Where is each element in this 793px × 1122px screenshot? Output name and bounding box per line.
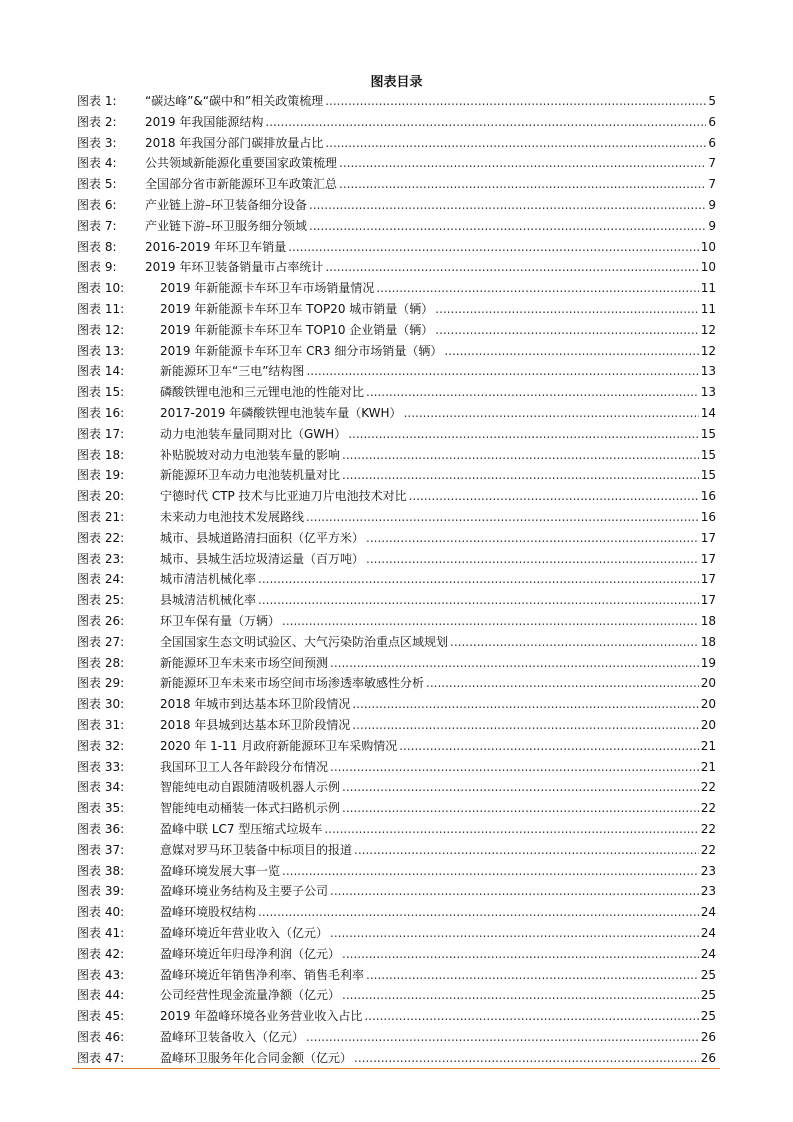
- figure-title[interactable]: 盈峰环境近年营业收入（亿元）: [160, 926, 329, 940]
- leader-dots: [450, 632, 699, 652]
- figure-title[interactable]: 城市清洁机械化率: [160, 572, 257, 587]
- leader-dots: [309, 216, 706, 236]
- figure-title[interactable]: 盈峰环卫装备收入（亿元）: [160, 1030, 305, 1044]
- page-number[interactable]: 6: [708, 135, 716, 150]
- figure-number: 图表 17:: [77, 426, 125, 441]
- leader-dots: [330, 923, 699, 943]
- toc-entry[interactable]: [77, 195, 716, 215]
- leader-dots: [258, 590, 699, 610]
- figure-number: 图表 26:: [77, 614, 125, 628]
- figure-number: 图表 40:: [77, 905, 125, 920]
- toc-entry[interactable]: [77, 861, 716, 881]
- figure-number: 图表 5:: [77, 177, 117, 192]
- figure-title[interactable]: 城市、县城生活垃圾清运量（百万吨）: [160, 551, 365, 566]
- figure-number: 图表 1:: [77, 94, 117, 108]
- toc-entry[interactable]: [77, 112, 716, 132]
- leader-dots: [282, 611, 699, 631]
- page-number[interactable]: 22: [700, 842, 716, 857]
- page-number[interactable]: 13: [700, 385, 716, 400]
- page-number[interactable]: 25: [700, 1009, 716, 1024]
- toc-entry[interactable]: [77, 361, 716, 381]
- figure-number: 图表 35:: [77, 801, 125, 816]
- figure-number: 图表 44:: [77, 988, 125, 1003]
- toc-entry[interactable]: [77, 507, 716, 527]
- leader-dots: [309, 195, 706, 215]
- leader-dots: [306, 361, 698, 381]
- page-number[interactable]: 19: [700, 655, 716, 670]
- toc-entry[interactable]: [77, 320, 716, 340]
- figure-title[interactable]: 新能源环卫车动力电池装机量对比: [160, 468, 341, 483]
- figure-title[interactable]: 盈峰中联 LC7 型压缩式垃圾车: [160, 822, 323, 836]
- figure-title[interactable]: 2019 年新能源卡车环卫车 CR3 细分市场销量（辆）: [160, 343, 443, 358]
- leader-dots: [265, 112, 706, 132]
- footer-divider: [72, 1068, 720, 1069]
- figure-number: 图表 31:: [77, 718, 125, 732]
- figure-number: 图表 38:: [77, 863, 125, 878]
- figure-title[interactable]: 盈峰环境业务结构及主要子公司: [160, 884, 329, 899]
- leader-dots: [342, 798, 699, 818]
- leader-dots: [325, 133, 706, 153]
- page-number[interactable]: 7: [708, 156, 716, 171]
- toc-entry[interactable]: [77, 486, 716, 506]
- toc-entry[interactable]: [77, 257, 716, 277]
- leader-dots: [348, 424, 699, 444]
- toc-entry[interactable]: [77, 549, 716, 569]
- page-number[interactable]: 13: [700, 364, 716, 379]
- toc-entry[interactable]: [77, 278, 716, 298]
- figure-title[interactable]: 动力电池装车量同期对比（GWH）: [160, 426, 347, 441]
- page-number[interactable]: 9: [708, 198, 716, 212]
- figure-number: 图表 14:: [77, 364, 125, 379]
- page-number[interactable]: 12: [700, 322, 716, 337]
- page-number[interactable]: 21: [700, 759, 716, 774]
- leader-dots: [325, 91, 706, 111]
- toc-entry[interactable]: [77, 985, 716, 1005]
- figure-title[interactable]: 2017-2019 年磷酸铁锂电池装车量（KWH）: [160, 406, 402, 420]
- page-number[interactable]: 17: [700, 551, 716, 566]
- figure-title[interactable]: 产业链上游–环卫装备细分设备: [145, 198, 308, 212]
- page-number[interactable]: 23: [700, 884, 716, 899]
- page-number[interactable]: 7: [708, 177, 716, 192]
- page-number[interactable]: 17: [700, 530, 716, 545]
- leader-dots: [354, 840, 699, 860]
- figure-number: 图表 15:: [77, 385, 125, 400]
- figure-title[interactable]: 2016-2019 年环卫车销量: [145, 239, 287, 254]
- page-number[interactable]: 10: [700, 239, 716, 254]
- figure-number: 图表 9:: [77, 260, 117, 275]
- page-number[interactable]: 11: [700, 302, 716, 316]
- toc-entry[interactable]: [77, 1006, 716, 1026]
- leader-dots: [435, 320, 698, 340]
- toc-entry[interactable]: [77, 694, 716, 714]
- toc-entry[interactable]: [77, 1027, 716, 1047]
- figure-title[interactable]: 磷酸铁锂电池和三元锂电池的性能对比: [160, 385, 365, 400]
- leader-dots: [342, 777, 699, 797]
- page-number[interactable]: 16: [700, 489, 716, 504]
- leader-dots: [409, 486, 699, 506]
- page-number[interactable]: 17: [700, 572, 716, 587]
- figure-number: 图表 32:: [77, 738, 125, 753]
- leader-dots: [288, 237, 698, 257]
- toc-entry[interactable]: [77, 133, 716, 153]
- toc-entry[interactable]: [77, 424, 716, 444]
- leader-dots: [339, 153, 706, 173]
- figure-number: 图表 34:: [77, 780, 125, 795]
- figure-title[interactable]: 公共领域新能源化重要国家政策梳理: [145, 156, 338, 171]
- page-number[interactable]: 16: [700, 510, 716, 524]
- figure-number: 图表 20:: [77, 489, 125, 504]
- figure-number: 图表 36:: [77, 822, 125, 836]
- page-number[interactable]: 15: [700, 426, 716, 441]
- toc-entry[interactable]: [77, 403, 716, 423]
- toc-entry[interactable]: [77, 174, 716, 194]
- figure-title[interactable]: 公司经营性现金流量净额（亿元）: [160, 988, 341, 1003]
- figure-title[interactable]: 盈峰环境发展大事一览: [160, 863, 281, 878]
- figure-number: 图表 24:: [77, 572, 125, 587]
- leader-dots: [366, 528, 699, 548]
- leader-dots: [306, 507, 699, 527]
- figure-title[interactable]: 2019 年新能源卡车环卫车市场销量情况: [160, 281, 375, 296]
- figure-title[interactable]: 宁德时代 CTP 技术与比亚迪刀片电池技术对比: [160, 489, 407, 504]
- figure-title[interactable]: 补贴脱坡对动力电池装车量的影响: [160, 447, 341, 462]
- figure-title[interactable]: 盈峰环卫服务年化合同金额（亿元）: [160, 1050, 353, 1065]
- figure-title[interactable]: 2018 年我国分部门碳排放量占比: [145, 135, 324, 150]
- page-number[interactable]: 5: [708, 94, 716, 108]
- figure-title[interactable]: 2019 年盈峰环境各业务营业收入占比: [160, 1009, 363, 1024]
- toc-entry[interactable]: [77, 611, 716, 631]
- figure-title[interactable]: 盈峰环境近年销售净利率、销售毛利率: [160, 967, 365, 982]
- leader-dots: [258, 569, 699, 589]
- leader-dots: [364, 1006, 698, 1026]
- figure-number: 图表 23:: [77, 551, 125, 566]
- leader-dots: [354, 1048, 699, 1068]
- figure-title[interactable]: 新能源环卫车未来市场空间预测: [160, 655, 329, 670]
- page-number[interactable]: 14: [700, 406, 716, 420]
- toc-entry[interactable]: [77, 341, 716, 361]
- page-number[interactable]: 26: [700, 1030, 716, 1044]
- leader-dots: [324, 819, 698, 839]
- toc-entry[interactable]: [77, 902, 716, 922]
- leader-dots: [404, 403, 699, 423]
- leader-dots: [426, 673, 699, 693]
- page-number[interactable]: 24: [700, 946, 716, 961]
- toc-entry[interactable]: [77, 653, 716, 673]
- toc-entry[interactable]: [77, 777, 716, 797]
- figure-number: 图表 16:: [77, 406, 125, 420]
- figure-title[interactable]: 产业链下游–环卫服务细分领域: [145, 218, 308, 233]
- figure-number: 图表 7:: [77, 218, 117, 233]
- page-number[interactable]: 17: [700, 593, 716, 608]
- figure-number: 图表 47:: [77, 1050, 125, 1065]
- toc-entry[interactable]: [77, 569, 716, 589]
- figure-title[interactable]: 我国环卫工人各年龄段分布情况: [160, 759, 329, 774]
- page-number[interactable]: 12: [700, 343, 716, 358]
- toc-entry[interactable]: [77, 798, 716, 818]
- figure-number: 图表 6:: [77, 198, 117, 212]
- figure-number: 图表 8:: [77, 239, 117, 254]
- page-number[interactable]: 21: [700, 738, 716, 753]
- page-number[interactable]: 22: [700, 822, 716, 836]
- leader-dots: [325, 257, 698, 277]
- figure-title[interactable]: 全国国家生态文明试验区、大气污染防治重点区域规划: [160, 634, 449, 649]
- toc-entry[interactable]: [77, 91, 716, 111]
- page-number[interactable]: 22: [700, 780, 716, 795]
- toc-entry[interactable]: [77, 216, 716, 236]
- toc-entry[interactable]: [77, 237, 716, 257]
- figure-title[interactable]: 2020 年 1-11 月政府新能源环卫车采购情况: [160, 738, 398, 753]
- page-number[interactable]: 24: [700, 926, 716, 940]
- toc-entry[interactable]: [77, 382, 716, 402]
- leader-dots: [399, 736, 699, 756]
- page-number[interactable]: 18: [700, 614, 716, 628]
- figure-title[interactable]: 新能源环卫车“三电”结构图: [160, 364, 305, 379]
- figure-title[interactable]: 2019 年环卫装备销量市占率统计: [145, 260, 324, 275]
- page-number[interactable]: 18: [700, 634, 716, 649]
- figure-title[interactable]: 全国部分省市新能源环卫车政策汇总: [145, 177, 338, 192]
- figure-title[interactable]: 2018 年城市到达基本环卫阶段情况: [160, 697, 351, 712]
- toc-entry[interactable]: [77, 153, 716, 173]
- figure-title[interactable]: 2019 年我国能源结构: [145, 114, 264, 129]
- figure-number: 图表 3:: [77, 135, 117, 150]
- toc-entry[interactable]: [77, 528, 716, 548]
- page-number[interactable]: 6: [708, 114, 716, 129]
- leader-dots: [330, 653, 699, 673]
- figure-title[interactable]: 2019 年新能源卡车环卫车 TOP10 企业销量（辆）: [160, 322, 434, 337]
- toc-entry[interactable]: [77, 881, 716, 901]
- page-number[interactable]: 26: [700, 1050, 716, 1065]
- figure-title[interactable]: “碳达峰”&“碳中和”相关政策梳理: [145, 94, 324, 108]
- page-number[interactable]: 22: [700, 801, 716, 816]
- figure-number: 图表 41:: [77, 926, 125, 940]
- page-number[interactable]: 25: [700, 988, 716, 1003]
- toc-entry[interactable]: [77, 465, 716, 485]
- leader-dots: [366, 965, 699, 985]
- toc-entry[interactable]: [77, 944, 716, 964]
- toc-entry[interactable]: [77, 715, 716, 735]
- page-number[interactable]: 15: [700, 447, 716, 462]
- figure-number: 图表 43:: [77, 967, 125, 982]
- figure-title[interactable]: 意媒对罗马环卫装备中标项目的报道: [160, 842, 353, 857]
- page-number[interactable]: 20: [700, 718, 716, 732]
- figure-number: 图表 27:: [77, 634, 125, 649]
- leader-dots: [258, 902, 699, 922]
- page-number[interactable]: 10: [700, 260, 716, 275]
- figure-number: 图表 13:: [77, 343, 125, 358]
- page-title: 图表目录: [370, 75, 423, 90]
- toc-entry[interactable]: [77, 757, 716, 777]
- figure-title[interactable]: 2019 年新能源卡车环卫车 TOP20 城市销量（辆）: [160, 302, 434, 316]
- page-number[interactable]: 20: [700, 676, 716, 691]
- toc-entry[interactable]: [77, 632, 716, 652]
- page-number[interactable]: 23: [700, 863, 716, 878]
- figure-number: 图表 21:: [77, 510, 125, 524]
- toc-entry[interactable]: [77, 673, 716, 693]
- leader-dots: [306, 1027, 699, 1047]
- figure-number: 图表 22:: [77, 530, 125, 545]
- toc-entry[interactable]: [77, 445, 716, 465]
- figure-number: 图表 10:: [77, 281, 125, 296]
- toc-entry[interactable]: [77, 299, 716, 319]
- figure-number: 图表 29:: [77, 676, 125, 691]
- figure-number: 图表 45:: [77, 1009, 125, 1024]
- leader-dots: [352, 694, 698, 714]
- leader-dots: [376, 278, 698, 298]
- leader-dots: [342, 944, 699, 964]
- toc-entry[interactable]: [77, 590, 716, 610]
- figure-title[interactable]: 环卫车保有量（万辆）: [160, 614, 281, 628]
- figure-number: 图表 42:: [77, 946, 125, 961]
- figure-number: 图表 19:: [77, 468, 125, 483]
- figure-title[interactable]: 盈峰环境近年归母净利润（亿元）: [160, 946, 341, 961]
- figure-title[interactable]: 智能纯电动桶装一体式扫路机示例: [160, 801, 341, 816]
- figure-number: 图表 18:: [77, 447, 125, 462]
- leader-dots: [366, 382, 699, 402]
- figure-title[interactable]: 2018 年县城到达基本环卫阶段情况: [160, 718, 351, 732]
- toc-entry[interactable]: [77, 965, 716, 985]
- page-number[interactable]: 9: [708, 218, 716, 233]
- toc-entry[interactable]: [77, 819, 716, 839]
- figure-number: 图表 46:: [77, 1030, 125, 1044]
- leader-dots: [339, 174, 706, 194]
- figure-title[interactable]: 县城清洁机械化率: [160, 593, 257, 608]
- figure-title[interactable]: 智能纯电动自跟随清吸机器人示例: [160, 780, 341, 795]
- leader-dots: [352, 715, 698, 735]
- figure-number: 图表 2:: [77, 114, 117, 129]
- figure-title[interactable]: 未来动力电池技术发展路线: [160, 510, 305, 524]
- figure-number: 图表 12:: [77, 322, 125, 337]
- figure-number: 图表 4:: [77, 156, 117, 171]
- figure-number: 图表 11:: [77, 302, 125, 316]
- leader-dots: [330, 757, 699, 777]
- toc-entry[interactable]: [77, 736, 716, 756]
- toc-entry[interactable]: [77, 1048, 716, 1068]
- leader-dots: [330, 881, 699, 901]
- figure-number: 图表 30:: [77, 697, 125, 712]
- toc-entry[interactable]: [77, 923, 716, 943]
- figure-number: 图表 33:: [77, 759, 125, 774]
- figure-title[interactable]: 盈峰环境股权结构: [160, 905, 257, 920]
- page-number[interactable]: 25: [700, 967, 716, 982]
- leader-dots: [366, 549, 699, 569]
- page-number[interactable]: 11: [700, 281, 716, 296]
- figure-number: 图表 25:: [77, 593, 125, 608]
- figure-number: 图表 39:: [77, 884, 125, 899]
- page-number[interactable]: 15: [700, 468, 716, 483]
- leader-dots: [342, 465, 699, 485]
- leader-dots: [342, 985, 699, 1005]
- toc-entry[interactable]: [77, 840, 716, 860]
- page-number[interactable]: 20: [700, 697, 716, 712]
- page-number[interactable]: 24: [700, 905, 716, 920]
- leader-dots: [444, 341, 698, 361]
- leader-dots: [282, 861, 699, 881]
- leader-dots: [435, 299, 698, 319]
- figure-title[interactable]: 新能源环卫车未来市场空间市场渗透率敏感性分析: [160, 676, 425, 691]
- figure-title[interactable]: 城市、县城道路清扫面积（亿平方米）: [160, 530, 365, 545]
- figure-number: 图表 37:: [77, 842, 125, 857]
- leader-dots: [342, 445, 699, 465]
- figure-number: 图表 28:: [77, 655, 125, 670]
